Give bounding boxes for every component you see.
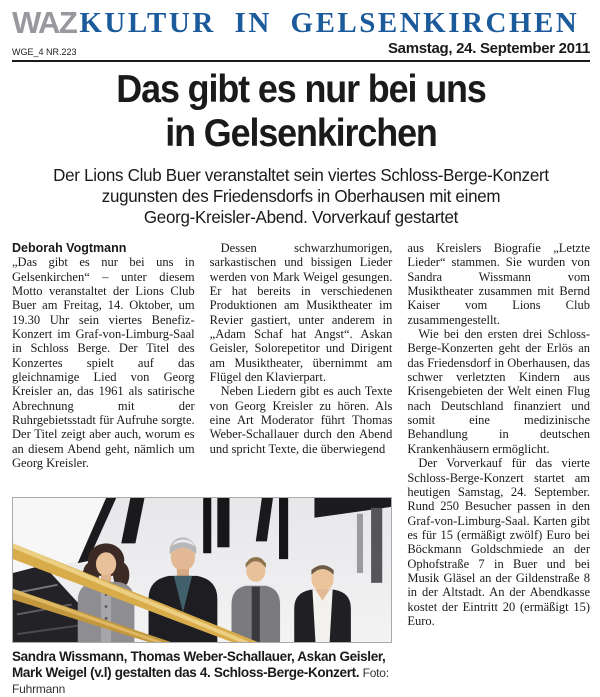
headline-line-1: Das gibt es nur bei uns xyxy=(116,68,486,111)
photo-credit: Foto: Fuhrmann xyxy=(12,666,389,696)
masthead-top-row xyxy=(12,7,590,38)
subhead-line-2: zugunsten des Friedensdorfs in Oberhausen mit einem xyxy=(101,186,501,206)
section-title: KULTUR IN GELSENKIRCHEN xyxy=(79,7,580,39)
subhead-line-1: Der Lions Club Buer veranstaltet sein viertes Schloss-Berge-Konzert xyxy=(53,165,549,185)
article-body xyxy=(12,241,590,697)
photo-block xyxy=(12,497,392,697)
article-column-1 xyxy=(12,241,195,497)
paragraph: Der Vorverkauf für das vierte Schloss-Berge-Konzert startet am heutigen Samstag, 24. September. Rund 250 Besucher passen in den Graf-von-Limburg-Saal. Karten gibt es für 15 (ermäßigt zwölf) Euro bei Böckmann Goldschmiede an der Ophofstraße 7 in Buer und bei Musik Gläsel an der Gildenstraße 8 in der Altstadt. An der Abendkasse kostet der Eintritt 20 (ermäßigt 15) Euro. xyxy=(407,456,590,628)
subhead-line-3: Georg-Kreisler-Abend. Vorverkauf gestartet xyxy=(143,207,459,227)
waz-logo: WAZ xyxy=(12,5,77,40)
headline-line-2: in Gelsenkirchen xyxy=(165,112,437,155)
article-column-2 xyxy=(210,241,393,497)
caption-text: Sandra Wissmann, Thomas Weber-Schallauer, Askan Geisler, Mark Weigel (v.l) gestalten das 4. Schloss-Berge-Konzert. xyxy=(12,649,386,680)
paragraph: „Das gibt es nur bei uns in Gelsenkirchen“ – unter diesem Motto veranstaltet der Lions Club Buer am Freitag, 14. Oktober, um 19.30 Uhr sein viertes Benefiz-Konzert im Graf-von-Limburg-Saal in Schloss Berge. Der Titel des Konzertes spielt auf das gleichnamige Lied von Georg Kreisler an, das 1961 als satirische Abrechnung mit der Ruhrgebietsstadt für Aufruhe sorgte. Der Titel zeigt aber auch, worum es an diesem Abend geht, nämlich um Georg Kreisler. xyxy=(12,255,195,471)
edition-code: WGE_4 NR.223 xyxy=(12,47,77,57)
article-column-3 xyxy=(407,241,590,697)
article-subhead xyxy=(21,165,582,228)
byline: Deborah Vogtmann xyxy=(12,241,127,255)
masthead-sub-row xyxy=(12,40,590,62)
paragraph: Dessen schwarzhumorigen, sarkastischen und bissigen Lieder werden von Mark Weigel gesungen. Er hat bereits in verschiedenen Produktionen am Musiktheater im Revier gastiert, unter anderem in „Adam Schaf hat Angst“. Askan Geisler, Solorepetitor und Dirigent am Musiktheater, übernimmt am Flügel den Klavierpart. xyxy=(209,241,393,385)
photo-caption xyxy=(12,649,392,697)
paragraph: Wie bei den ersten drei Schloss-Berge-Konzerten geht der Erlös an das Friedensdorf in Oberhausen, das schwer verletzten Kindern aus Krisengebieten der Welt einen Flug nach Deutschland finanziert und somit eine medizinische Behandlung in deutschen Krankenhäusern ermöglicht. xyxy=(407,327,590,456)
issue-date: Samstag, 24. September 2011 xyxy=(387,40,590,57)
article-headline xyxy=(35,68,567,156)
paragraph: Neben Liedern gibt es auch Texte von Georg Kreisler zu hören. Als eine Art Moderator führt Thomas Weber-Schallauer durch den Abend und spricht Texte, die überwiegend xyxy=(209,384,393,456)
masthead xyxy=(12,7,590,62)
paragraph: aus Kreislers Biografie „Letzte Lieder“ stammen. Sie wurden von Sandra Wissmann vom Musiktheater zusammen mit Bernd Kaiser vom Lions Club zusammengestellt. xyxy=(407,241,590,327)
group-photo xyxy=(12,497,392,643)
